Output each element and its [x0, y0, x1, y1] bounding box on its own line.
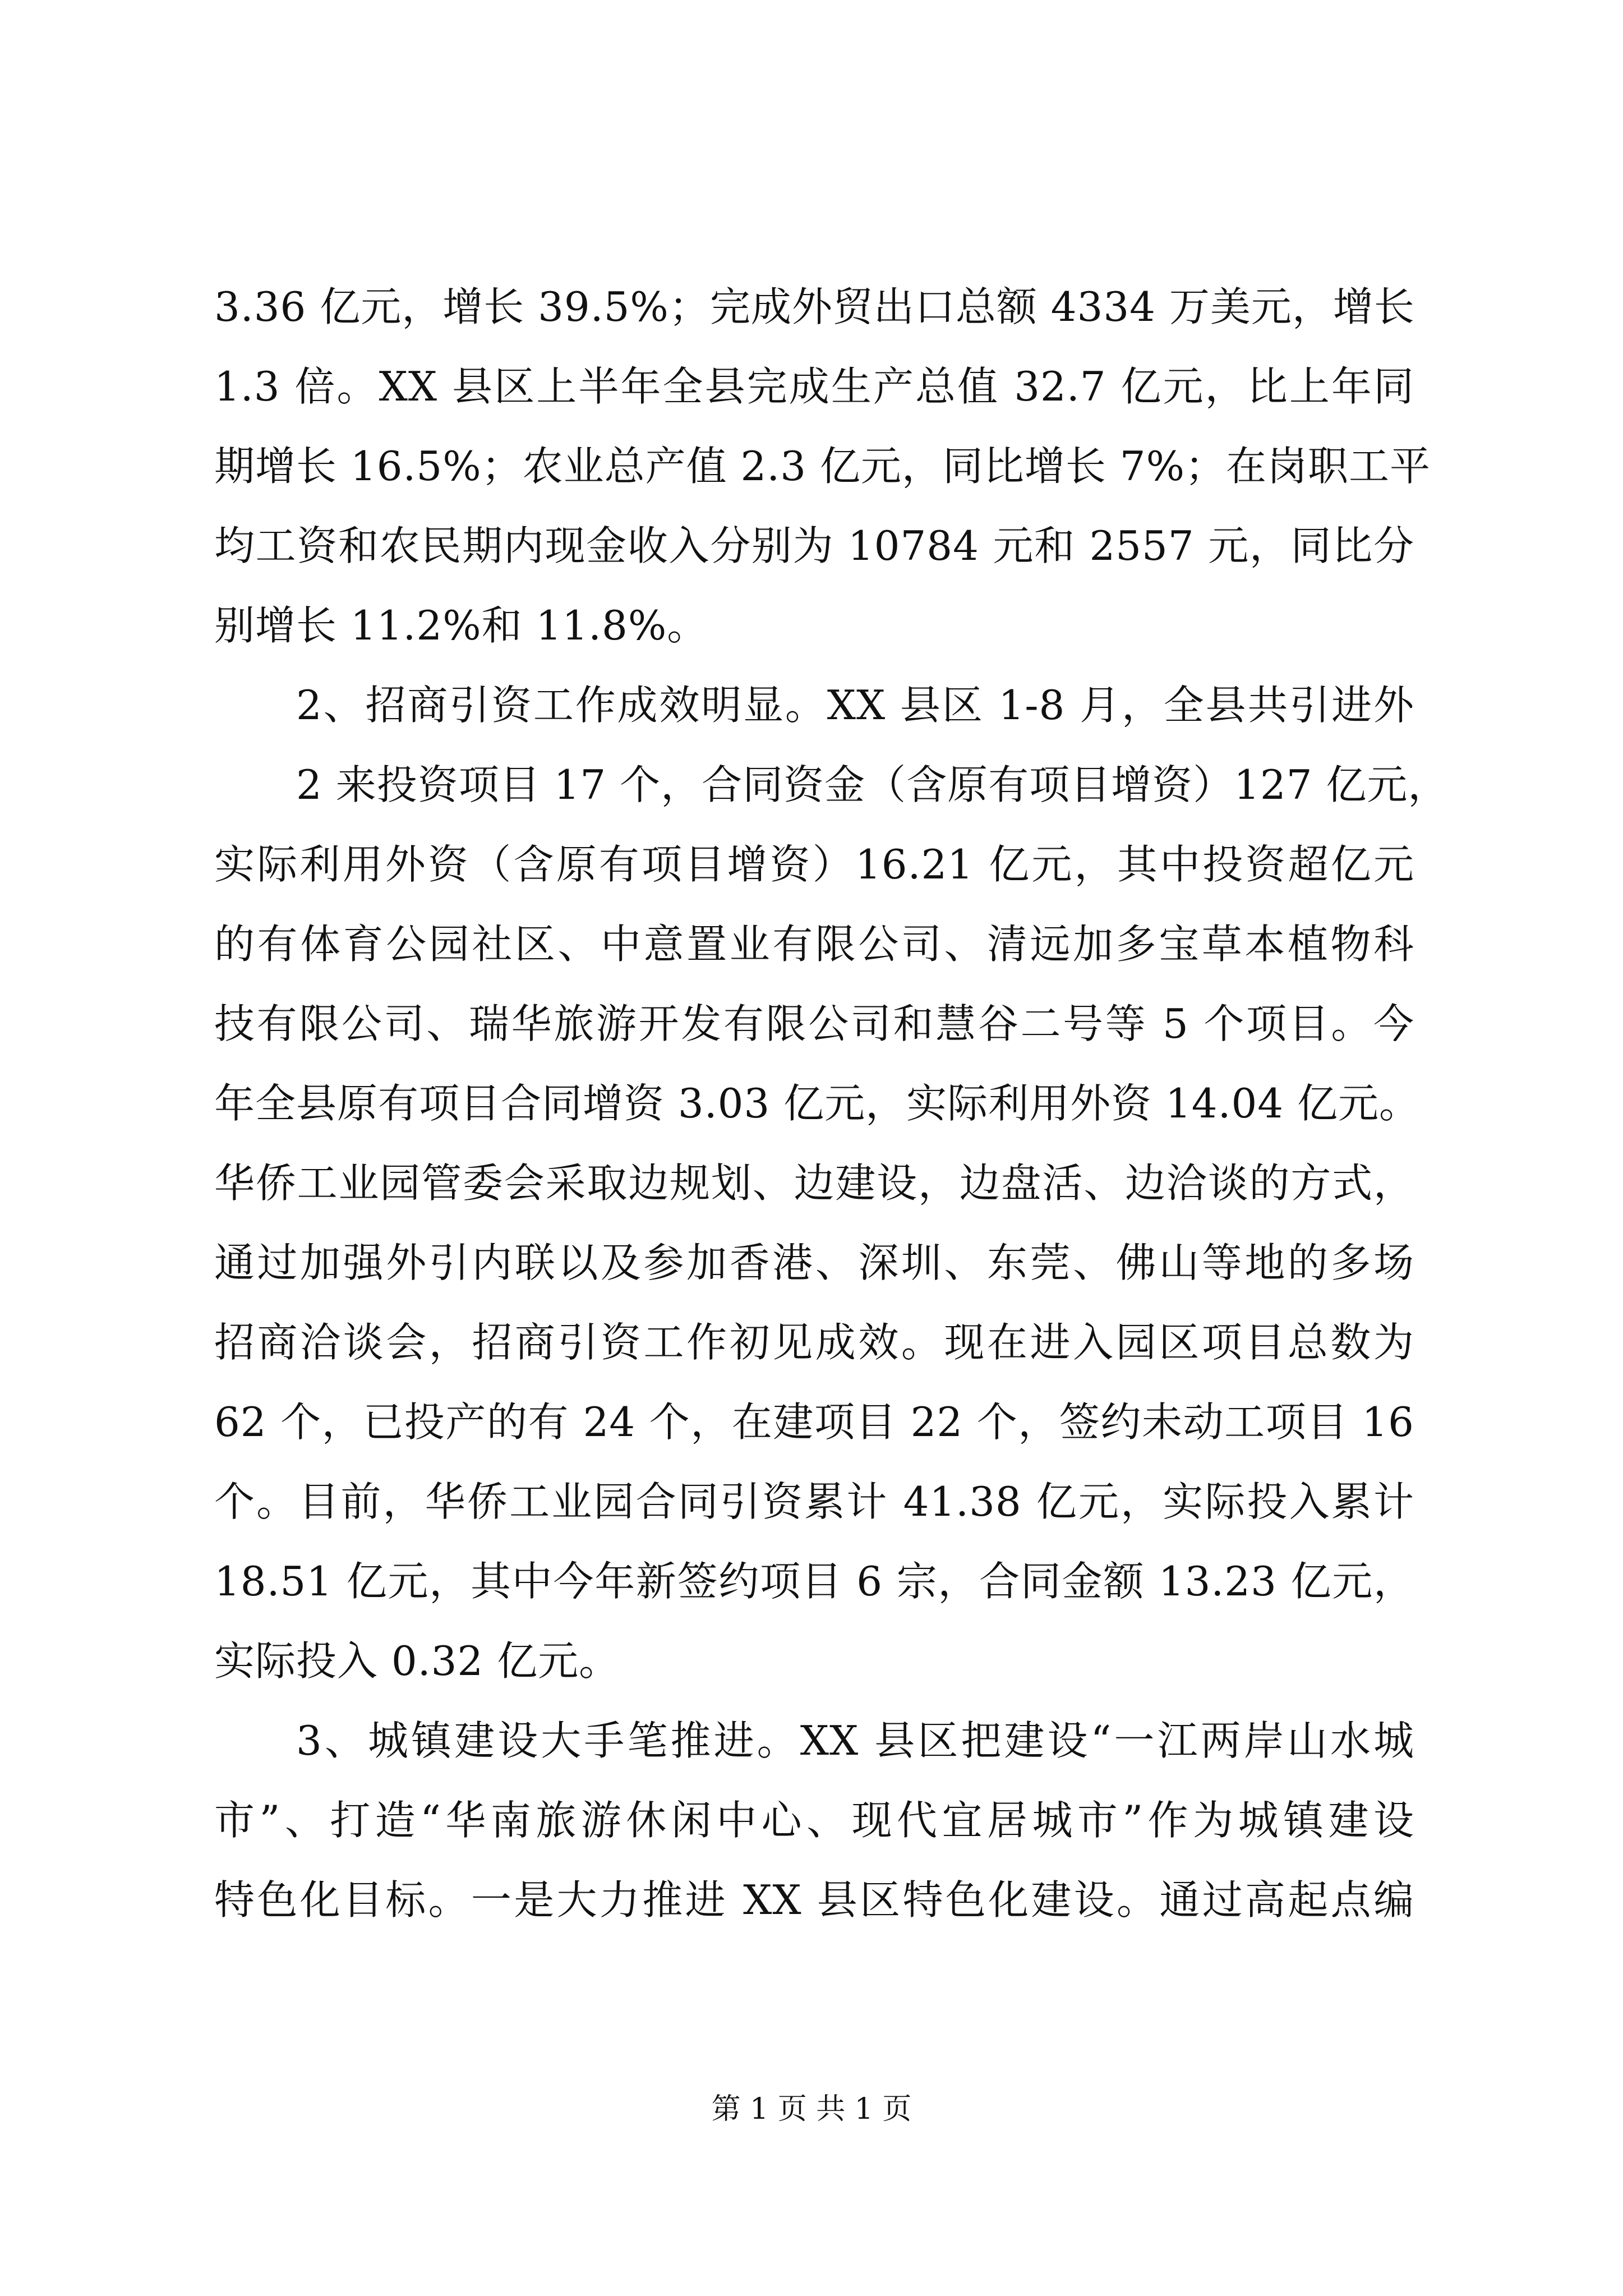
text-line: 的有体育公园社区、中意置业有限公司、清远加多宝草本植物科 — [214, 921, 1414, 968]
text-line: 均工资和农民期内现金收入分别为 10784 元和 2557 元，同比分 — [214, 522, 1414, 569]
text-line: 市”、打造“华南旅游休闲中心、现代宜居城市”作为城镇建设 — [214, 1797, 1414, 1844]
paragraph-start-line: 2、招商引资工作成效明显。XX 县区 1-8 月，全县共引进外 — [296, 682, 1414, 729]
paragraph-start-line: 3、城镇建设大手笔推进。XX 县区把建设“一江两岸山水城 — [296, 1717, 1414, 1764]
text-line: 18.51 亿元，其中今年新签约项目 6 宗，合同金额 13.23 亿元， — [214, 1558, 1414, 1605]
text-line: 2 来投资项目 17 个，合同资金（含原有项目增资）127 亿元， — [296, 761, 1449, 808]
text-line: 招商洽谈会，招商引资工作初见成效。现在进入园区项目总数为 — [214, 1319, 1414, 1366]
text-line: 技有限公司、瑞华旅游开发有限公司和慧谷二号等 5 个项目。今 — [214, 1000, 1414, 1047]
text-line: 实际利用外资（含原有项目增资）16.21 亿元，其中投资超亿元 — [214, 841, 1414, 888]
text-line: 年全县原有项目合同增资 3.03 亿元，实际利用外资 14.04 亿元。 — [214, 1080, 1420, 1127]
text-line: 实际投入 0.32 亿元。 — [214, 1637, 620, 1685]
text-line: 3.36 亿元，增长 39.5%；完成外贸出口总额 4334 万美元，增长 — [214, 283, 1415, 330]
page-footer: 第 1 页 共 1 页 — [711, 2092, 912, 2126]
text-line: 华侨工业园管委会采取边规划、边建设，边盘活、边洽谈的方式， — [214, 1159, 1414, 1207]
text-line: 期增长 16.5%；农业总产值 2.3 亿元，同比增长 7%；在岗职工平 — [214, 443, 1431, 490]
document-body — [214, 267, 1449, 1940]
text-line: 别增长 11.2%和 11.8%。 — [214, 602, 708, 649]
text-line: 62 个，已投产的有 24 个，在建项目 22 个，签约未动工项目 16 — [214, 1398, 1414, 1446]
text-line: 个。目前，华侨工业园合同引资累计 41.38 亿元，实际投入累计 — [214, 1478, 1414, 1525]
text-line: 特色化目标。一是大力推进 XX 县区特色化建设。通过高起点编 — [214, 1876, 1414, 1924]
text-line: 通过加强外引内联以及参加香港、深圳、东莞、佛山等地的多场 — [214, 1239, 1414, 1286]
text-line: 1.3 倍。XX 县区上半年全县完成生产总值 32.7 亿元，比上年同 — [214, 363, 1414, 410]
